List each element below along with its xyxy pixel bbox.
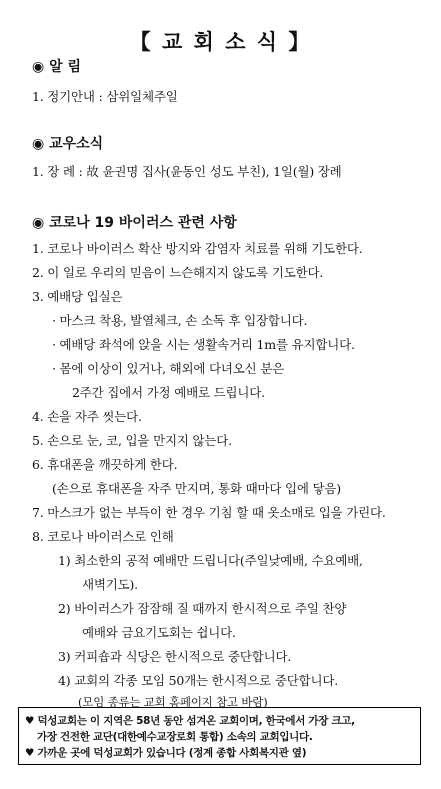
corona-item: 5. 손으로 눈, 코, 입을 만지지 않는다. [32,433,232,448]
corona-subitem: · 예배당 좌석에 앉을 시는 생활속거리 1m를 유지합니다. [52,337,355,352]
corona-subitem-note: (모임 종류는 교회 홈페이지 참고 바람) [78,695,268,709]
members-heading: ◉ 교우소식 [32,136,104,152]
notice-item-text: 1. 정기안내 : 삼위일체주일 [32,89,178,104]
footer-box [18,707,421,765]
notice-item [32,87,178,105]
footer-line: 가장 건전한 교단(대한예수교장로회 통합) 소속의 교회입니다. [37,731,313,743]
page-title: 【 교 회 소 식 】 [129,30,312,54]
corona-subitem-cont: 새벽기도). [82,577,138,592]
corona-subitem-cont: 2주간 집에서 가정 예배로 드립니다. [72,385,265,400]
footer-line: ♥ 덕성교회는 이 지역은 58년 동안 섬겨온 교회이며, 한국에서 가장 크고, [25,715,355,727]
corona-item: 4. 손을 자주 씻는다. [32,409,142,424]
corona-item: 3. 예배당 입실은 [32,289,123,304]
corona-subitem: 3) 커피숍과 식당은 한시적으로 중단합니다. [58,649,292,664]
corona-subitem-cont: 예배와 금요기도회는 쉽니다. [82,625,236,640]
corona-heading: ◉ 코로나 19 바이러스 관련 사항 [32,215,237,231]
corona-subitem: · 마스크 착용, 발열체크, 손 소독 후 입장합니다. [52,313,308,328]
corona-subitem: · 몸에 이상이 있거나, 해외에 다녀오신 분은 [52,361,285,376]
notice-heading: ◉ 알 림 [32,59,82,75]
corona-item: 7. 마스크가 없는 부득이 한 경우 기침 할 때 옷소매로 입을 가린다. [32,505,386,520]
corona-subitem: 2) 바이러스가 잠잠해 질 때까지 한시적으로 주일 찬양 [58,601,347,616]
corona-item: 2. 이 일로 우리의 믿음이 느슨해지지 않도록 기도한다. [32,265,324,280]
footer-line: ♥ 가까운 곳에 덕성교회가 있습니다 (정계 종합 사회복지관 옆) [25,747,307,759]
corona-subitem: 1) 최소한의 공적 예배만 드립니다(주일낮예배, 수요예배, [58,553,363,568]
members-item: 1. 장 례 : 故 윤권명 집사(윤동인 성도 부친), 1일(월) 장례 [32,164,342,179]
corona-item: 1. 코로나 바이러스 확산 방지와 감염자 치료를 위해 기도한다. [32,241,363,256]
corona-item-note: (손으로 휴대폰을 자주 만지며, 통화 때마다 입에 닿음) [52,481,341,496]
corona-item: 8. 코로나 바이러스로 인해 [32,529,174,544]
corona-subitem: 4) 교회의 각종 모임 50개는 한시적으로 중단합니다. [58,673,338,688]
corona-item: 6. 휴대폰을 깨끗하게 한다. [32,457,178,472]
